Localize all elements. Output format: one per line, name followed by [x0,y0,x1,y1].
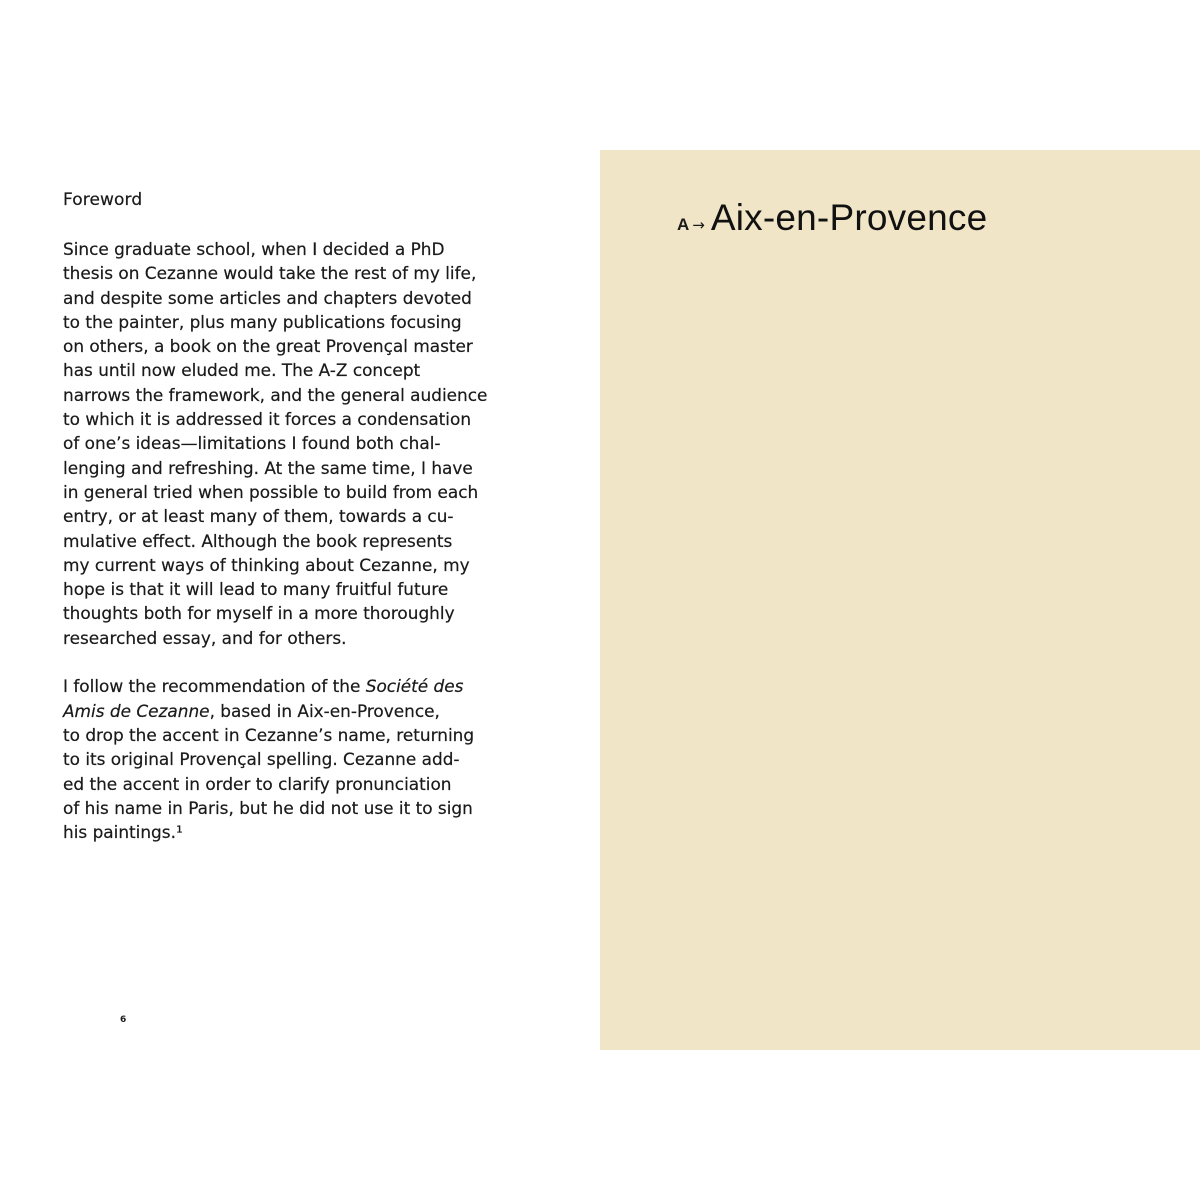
paragraph-2 [63,674,543,844]
entry-heading [677,197,987,239]
text-line: narrows the framework, and the general audience [63,384,488,405]
text-line: to the painter, plus many publications focusing [63,311,462,332]
text-line: in general tried when possible to build from each [63,481,479,502]
entry-letter: A [677,215,690,234]
text-line: to its original Provençal spelling. Cezanne add- [63,749,460,770]
right-page-panel [600,150,1200,1050]
text-line [63,674,543,698]
italic-society-name: Société des [365,676,464,697]
text-line: on others, a book on the great Provençal master [63,336,473,357]
text-line: Since graduate school, when I decided a PhD [63,239,445,259]
text-line: lenging and refreshing. At the same time, I have [63,457,473,478]
text-line: of one’s ideas—limitations I found both chal- [63,433,441,454]
arrow-right-icon: → [692,216,705,234]
text-line: ed the accent in order to clarify pronunciation [63,773,452,794]
page-number: 6 [120,1015,127,1025]
italic-society-name-cont: Amis de Cezanne [63,700,210,721]
text-segment: , based in Aix-en-Provence, [209,700,440,721]
text-line: of his name in Paris, but he did not use it to sign [63,797,473,818]
text-line: to drop the accent in Cezanne’s name, returning [63,724,475,745]
text-line: to which it is addressed it forces a condensation [63,409,472,430]
text-line [63,699,543,723]
text-line: hope is that it will lead to many fruitful future [63,579,449,600]
text-line: his paintings.¹ [63,822,183,843]
text-line: entry, or at least many of them, towards a cu- [63,506,454,527]
text-segment: I follow the recommendation of the [63,676,366,697]
text-line: has until now eluded me. The A-Z concept [63,360,421,381]
text-line: thesis on Cezanne would take the rest of my life, [63,263,477,284]
text-line: mulative effect. Although the book represents [63,530,453,551]
foreword-body [63,237,543,869]
entry-title: Aix-en-Provence [710,197,988,238]
paragraph-1 [63,237,543,650]
text-line: thoughts both for myself in a more thoroughly [63,603,455,624]
text-line: my current ways of thinking about Cezanne, my [63,554,470,575]
section-label-foreword: Foreword [63,190,143,210]
text-line: and despite some articles and chapters devoted [63,287,472,308]
text-line: researched essay, and for others. [63,627,347,648]
